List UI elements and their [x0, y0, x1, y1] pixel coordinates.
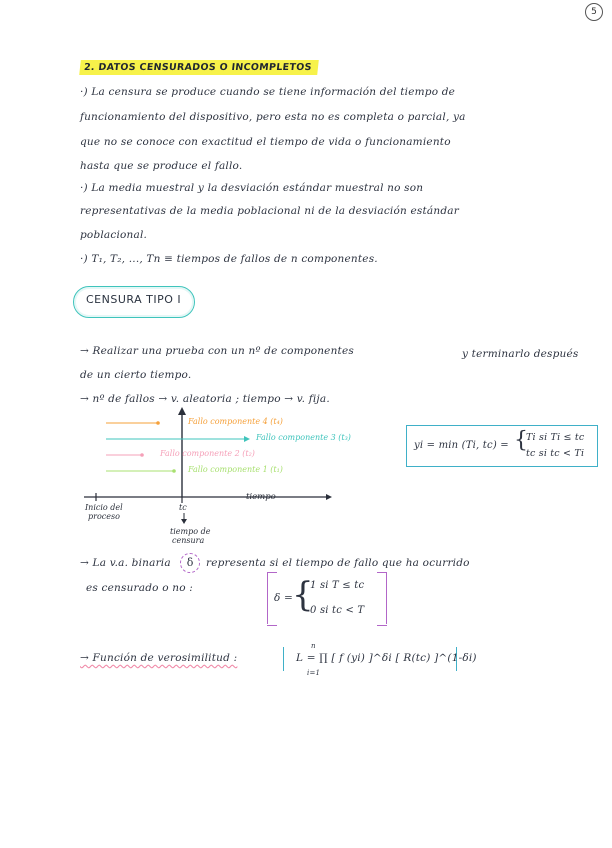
likelihood-prod-top: n [311, 642, 316, 650]
yi-brace: { [514, 428, 528, 453]
start-label-line-2: proceso [88, 512, 120, 521]
delta-lhs: δ = [274, 592, 294, 604]
fallo-4-point [156, 421, 160, 425]
delta-symbol: δ [180, 553, 200, 573]
likelihood-prod-bottom: i=1 [307, 669, 321, 677]
censura-tipo-1-title: CENSURA TIPO I [86, 293, 182, 306]
yi-case-2: tc si tc < Ti [526, 448, 585, 459]
paragraph-1-line-4: hasta que se produce el fallo. [80, 160, 243, 172]
tipo1-line-1b: y terminarlo después [462, 348, 579, 360]
fallo-3-label: Fallo componente 3 (t₃) [256, 433, 351, 442]
delta-text-a: → La v.a. binaria [80, 557, 171, 569]
fallo-2-label: Fallo componente 2 (t₂) [160, 449, 255, 458]
yi-case-1: Ti si Ti ≤ tc [526, 432, 585, 443]
time-axis-arrow [326, 494, 332, 500]
fallo-1-point [172, 469, 176, 473]
likelihood-label [80, 652, 237, 664]
tc-caption-line-2: censura [172, 536, 205, 545]
delta-text-c: es censurado o no : [86, 582, 194, 594]
fallo-2-point [140, 453, 144, 457]
paragraph-1-line-3: que no se conoce con exactitud el tiempo de vida o funcionamiento [80, 136, 451, 148]
paragraph-1-line-1: ·) La censura se produce cuando se tiene información del tiempo de [80, 86, 456, 98]
tipo1-line-2: de un cierto tiempo. [80, 369, 192, 381]
paragraph-2-line-2: representativas de la media poblacional ni de la desviación estándar [80, 205, 459, 217]
delta-text-b: representa si el tiempo de fallo que ha ocurrido [206, 557, 470, 569]
fallo-3-arrow [244, 436, 250, 442]
section-heading: 2. DATOS CENSURADOS O INCOMPLETOS [79, 60, 318, 75]
paragraph-2-line-3: poblacional. [80, 229, 148, 241]
tc-label: tc [179, 503, 187, 512]
page-number: 5 [585, 3, 603, 21]
fallo-4-label: Fallo componente 4 (t₄) [188, 417, 283, 426]
paragraph-3-line-1: ·) T₁, T₂, ..., Tn ≡ tiempos de fallos de n componentes. [80, 253, 378, 265]
fallo-1-label: Fallo componente 1 (t₁) [188, 465, 283, 474]
tipo1-line-3: → nº de fallos → v. aleatoria ; tiempo → v. fija. [80, 393, 330, 405]
tc-caption-line-1: tiempo de [170, 527, 211, 536]
likelihood-label-text: → Función de verosimilitud : [80, 652, 238, 664]
tc-down-arrow [181, 519, 187, 524]
start-label-line-1: Inicio del [85, 503, 123, 512]
paragraph-1-line-2: funcionamiento del dispositivo, pero esta no es completa o parcial, ya [80, 111, 466, 123]
time-axis-label: tiempo [246, 492, 276, 502]
delta-brace: { [292, 575, 314, 615]
delta-case-2: 0 si tc < T [310, 605, 365, 616]
tc-vertical-arrow [178, 407, 186, 415]
tipo1-line-1a: → Realizar una prueba con un nº de componentes [80, 345, 354, 357]
likelihood-formula: L = ∏ [ f (yi) ]^δi [ R(tc) ]^(1-δi) [296, 652, 477, 664]
delta-case-1: 1 si T ≤ tc [310, 580, 365, 591]
yi-formula-lhs: yi = min (Ti, tc) = [414, 440, 509, 451]
paragraph-2-line-1: ·) La media muestral y la desviación estándar muestral no son [80, 182, 424, 194]
